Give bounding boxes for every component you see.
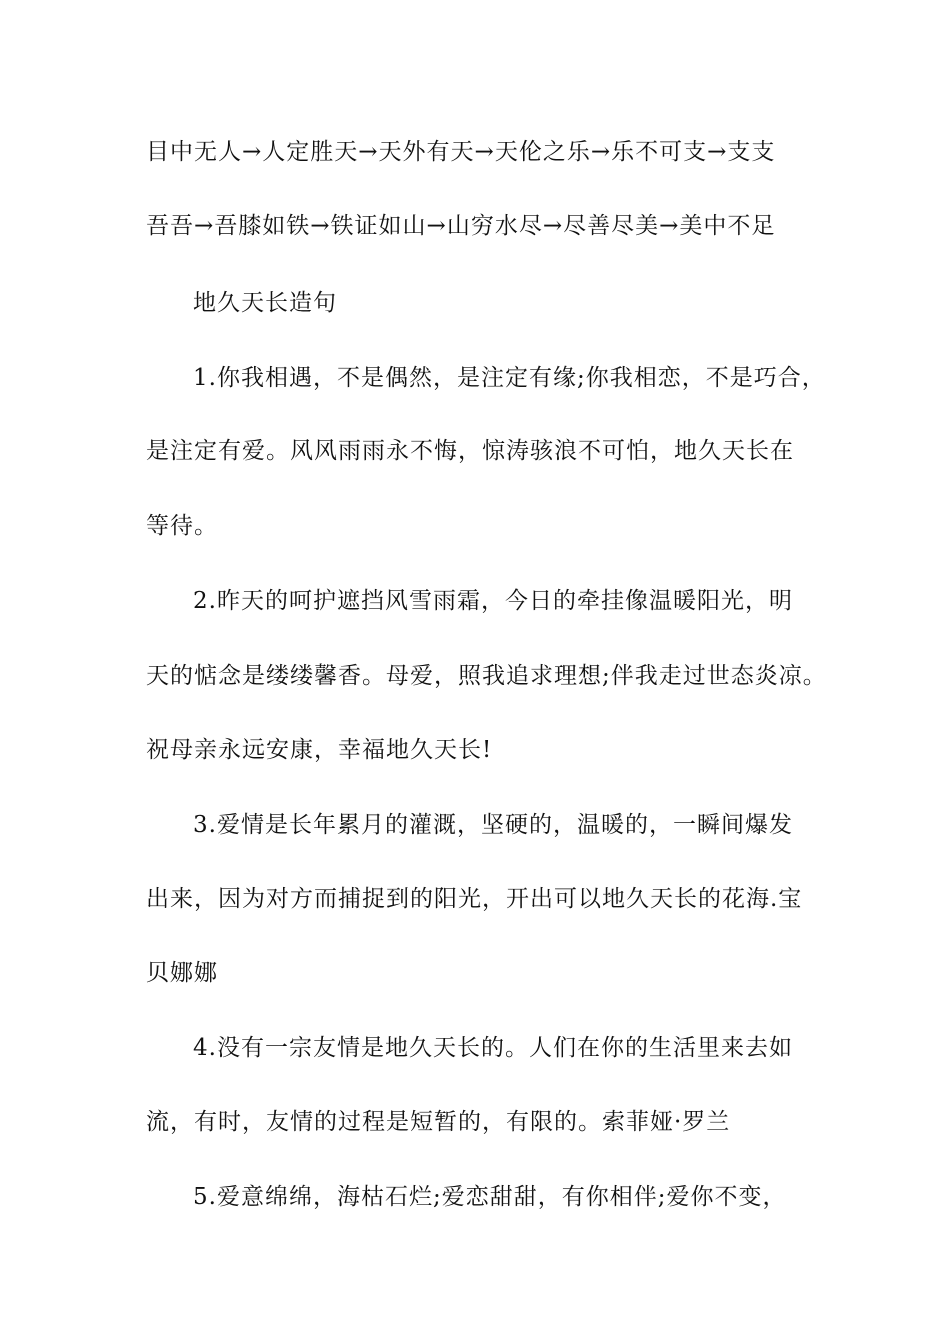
sentence-1-line-2: 是注定有爱。风风雨雨永不悔，惊涛骇浪不可怕，地久天长在 xyxy=(146,438,794,464)
sentence-4-line-2: 流，有时，友情的过程是短暂的，有限的。索菲娅·罗兰 xyxy=(146,1109,731,1135)
sentence-5-line-1: 5.爱意绵绵，海枯石烂;爱恋甜甜，有你相伴;爱你不变， xyxy=(193,1184,787,1210)
idiom-chain-line-2: 吾吾→吾膝如铁→铁证如山→山穷水尽→尽善尽美→美中不足 xyxy=(146,213,776,239)
sentence-4-line-1: 4.没有一宗友情是地久天长的。人们在你的生活里来去如 xyxy=(193,1035,793,1061)
sentence-1-line-3: 等待。 xyxy=(146,513,218,539)
sentence-2-line-2: 天的惦念是缕缕馨香。母爱，照我追求理想;伴我走过世态炎凉。 xyxy=(146,663,827,689)
idiom-chain-line-1: 目中无人→人定胜天→天外有天→天伦之乐→乐不可支→支支 xyxy=(146,139,776,165)
sentence-2-line-3: 祝母亲永远安康，幸福地久天长! xyxy=(146,737,493,763)
sentence-2-line-1: 2.昨天的呵护遮挡风雪雨霜，今日的牵挂像温暖阳光，明 xyxy=(193,588,793,614)
sentence-3-line-1: 3.爱情是长年累月的灌溉，坚硬的，温暖的，一瞬间爆发 xyxy=(193,812,793,838)
sentence-3-line-3: 贝娜娜 xyxy=(146,960,218,986)
section-heading: 地久天长造句 xyxy=(193,290,337,316)
sentence-1-line-1: 1.你我相遇，不是偶然，是注定有缘;你我相恋，不是巧合， xyxy=(193,365,826,391)
sentence-3-line-2: 出来，因为对方而捕捉到的阳光，开出可以地久天长的花海.宝 xyxy=(146,886,803,912)
